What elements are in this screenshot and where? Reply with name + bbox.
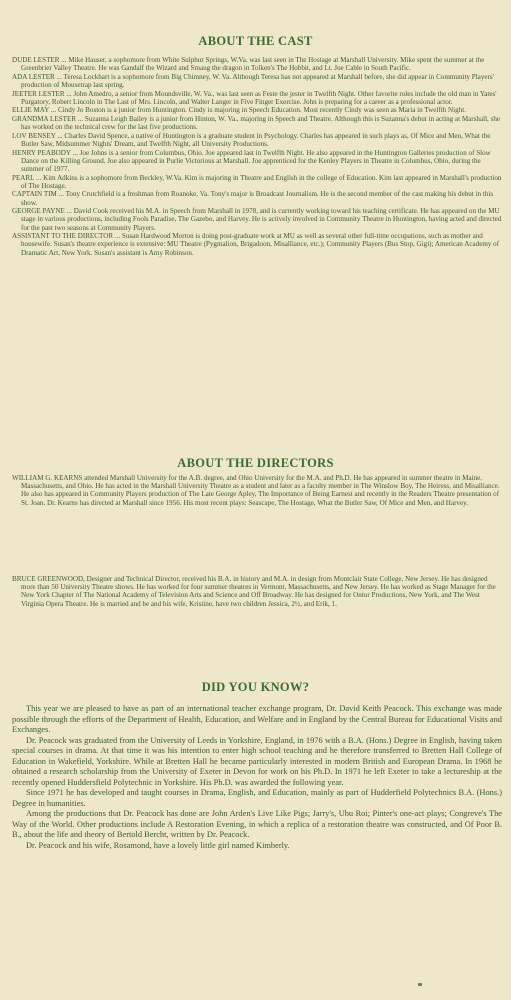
cast-role: ADA LESTER ...	[12, 72, 62, 81]
cast-entry	[12, 207, 502, 232]
cast-entry	[12, 174, 502, 190]
cast-bio: Joe Johns is a senior from Columbus, Ohio. Joe appeared last in Twelfth Night. He also appeared in the Huntington Galleries production of Slow Dance on the Killing Ground. Joe also appeared in Purlie Victorious at Marshall. Joe apprenticed for the Kenley Players in Theatre in Columbus, Ohio, during the summer of 1977.	[21, 148, 491, 173]
know-paragraph: Dr. Peacock was graduated from the University of Leeds in Yorkshire, England, in 1976 with a B.A. (Hons.) Degree in English, having taken special courses in drama. At that time it was his intention to enter high school teaching and he therefore transferred to Bretten Hall College of Education in Wakefield, Yorkshire. While at Bretten Hall he became particularly interested in modern British and European Drama. In 1968 he obtained a research scholarship from the University of Exeter in Devon for work on his Ph.D. In 1971 he left Exeter to take a lectureship at the recently opened Huddersfield Polytechnic in Yorkshire. His Ph.D. was awarded the following year.	[12, 735, 502, 787]
cast-bio: Kim Adkins is a sophomore from Beckley, W.Va. Kim is majoring in Theatre and English in the college of Education. Kim last appeared in Marshall's production of The Hostage.	[21, 173, 502, 190]
cast-bio: Mike Hauser, a sophomore from White Sulphur Springs, W.Va. was last seen in The Hostage at Marshall University. Mike spent the summer at the Greenbrier Valley Theatre. He was Gandalf the Wizard and Smaug the dragon in Tolken's The Hobbit, and Lt. Joe Cable in South Pacific.	[21, 56, 485, 73]
cast-entry	[12, 106, 502, 114]
cast-bio: David Cook received his M.A. in Speech from Marshall in 1978, and is currently working toward his teaching certificate. He has appeared on the MU stage in various productions, including Fools Paradise, The Gazebo, and Harvey. He is actively involved in Community Theatre in Huntington, having acted and directed for the past two seasons at Community Players.	[21, 207, 502, 232]
cast-entry	[12, 232, 502, 257]
cast-bio: Teresa Lockhart is a sophomore from Big Chimney, W. Va. Although Teresa has not appeared at Marshall before, she did appear in Community Players' production of Mousetrap last spring.	[21, 72, 494, 89]
cast-list	[12, 56, 502, 257]
know-paragraph: Since 1971 he has developed and taught courses in Drama, English, and Education, mainly as part of Hudderfield Polytechnics B.A. (Hons.) Degree in humanities.	[12, 788, 502, 808]
did-you-know-section	[12, 704, 502, 851]
cast-entry	[12, 115, 502, 131]
cast-entry	[12, 132, 502, 148]
cast-entry	[12, 90, 502, 106]
cast-bio: John Amedro, a senior from Moundsville, W. Va., was last seen as Feste the jester in Twelfth Night. Other favorite roles include the old man in Yates' Purgatory, Robert Lincoln in The Last of Mrs. Lincoln, and Walter Langer in Five Finger Exercise. John is preparing for a career as a professional actor.	[21, 89, 497, 106]
cast-bio: Suzanna Leigh Bailey is a junior from Hinton, W. Va., majoring in Speech and Theatre. Although this is Suzanna's debut in acting at Marshall, she has worked on the technical crew for the last five productions.	[21, 114, 501, 132]
director-kearns-text: WILLIAM G. KEARNS attended Marshall University for the A.B. degree, and Ohio University for the M.A. and Ph.D. He has appeared in summer theatre in Maine, Massachusetts, and Ohio. He has acted in the Marshall University Theatre as a student and later as a faculty member in The Winslow Boy, The Heiress, and Misalliance. He also has appeared in Community Players production of The Late George Apley, The Importance of Being Earnest and recently in the Readers Theatre presentation of St. Joan. Dr. Kearns has directed at Marshall since 1956. His most recent plays: Seascape, The Hostage, What the Butler Saw, Of Mice and Men, and Harvey.	[12, 474, 500, 507]
director-bio	[12, 474, 502, 507]
cast-role: LOV BENSEY ...	[12, 131, 63, 140]
cast-role: ELLIE MAY ...	[12, 106, 57, 115]
know-paragraph: This year we are pleased to have as part of an international teacher exchange program, Dr. David Keith Peacock. This exchange was made possible through the efforts of the Department of Health, Education, and Welfare and in England by the Central Bureau for Educational Visits and Exchanges.	[12, 704, 502, 734]
cast-role: HENRY PEABODY ...	[12, 148, 78, 157]
cast-role: DUDE LESTER ...	[12, 56, 67, 64]
did-you-know-heading: DID YOU KNOW?	[201, 680, 310, 694]
page-mark	[418, 983, 422, 986]
cast-entry	[12, 149, 502, 174]
director-bio	[12, 575, 502, 608]
cast-bio: Charles David Spence, a native of Huntington is a graduate student in Psychology. Charles has appeared in such plays as, Of Mice and Men, What the Butler Saw, Midsummer Nights' Dream, and Twelfth Night, all University Productions.	[21, 131, 491, 148]
about-cast-heading: ABOUT THE CAST	[198, 34, 313, 48]
know-paragraph: Dr. Peacock and his wife, Rosamond, have a lovely little girl named Kimberly.	[26, 840, 290, 850]
cast-role: CAPTAIN TIM ...	[12, 190, 64, 199]
cast-bio: Cindy Jo Boston is a junior from Huntington. Cindy is majoring in Speech Education. Most recently Cindy was seen as Maria in Twelfth Night.	[56, 106, 466, 115]
cast-role: JEETER LESTER ...	[12, 89, 72, 98]
cast-entry	[12, 190, 502, 206]
about-directors-heading: ABOUT THE DIRECTORS	[177, 456, 334, 470]
know-paragraph: Among the productions that Dr. Peacock has done are John Arden's Live Like Pigs; Jarry's, Ubu Roi; Pinter's one-act plays; Congreve's The Way of the World. Other productions include A Restoration Evening, in which a replica of a restoration theatre was constructed, and Of Poor B. B., about the life and theory of Bertold Bercht, written by Dr. Peacock.	[12, 809, 502, 839]
cast-role: GRANDMA LESTER ...	[12, 114, 84, 123]
cast-role: PEARL ...	[12, 173, 42, 182]
director-greenwood-text: BRUCE GREENWOOD, Designer and Technical Director, received his B.A. in history and M.A. in design from Montclair State College, New Jersey. He has designed more than 50 University Theatre shows. He has worked for four summer theatres in Vermont, Massachusetts, and New Jersey. He has worked as Stage Manager for the New York Chapter of The National Academy of Television Arts and Science and Off Broadway. He has designed for Ontur Productions, New York, and The West Virginia Opera Theatre. He is married and he and his wife, Kristine, have two children Jessica, 2½, and Erik, 1.	[12, 575, 496, 608]
cast-role: GEORGE PAYNE ...	[12, 207, 72, 216]
cast-entry	[12, 73, 502, 89]
cast-bio: Tony Crutchfield is a freshman from Roanoke, Va. Tony's major is Broadcast Journalism. He is the second member of the cast making his debut in this show.	[21, 190, 494, 207]
cast-bio: Susan Hardwood Morton is doing post-graduate work at MU as well as several other full-time occupations, such as mother and housewife. Susan's theatre experience is extensive: MU Theatre (Pygmalion, Brigadoon, Misalliance, etc.); Community Players (Bus Stop, Gigi); American Academy of Dramatic Art, New York. Susan's assistant is Amy Robinson.	[21, 232, 500, 257]
cast-entry	[12, 56, 502, 72]
cast-role: ASSISTANT TO THE DIRECTOR ...	[12, 232, 121, 241]
